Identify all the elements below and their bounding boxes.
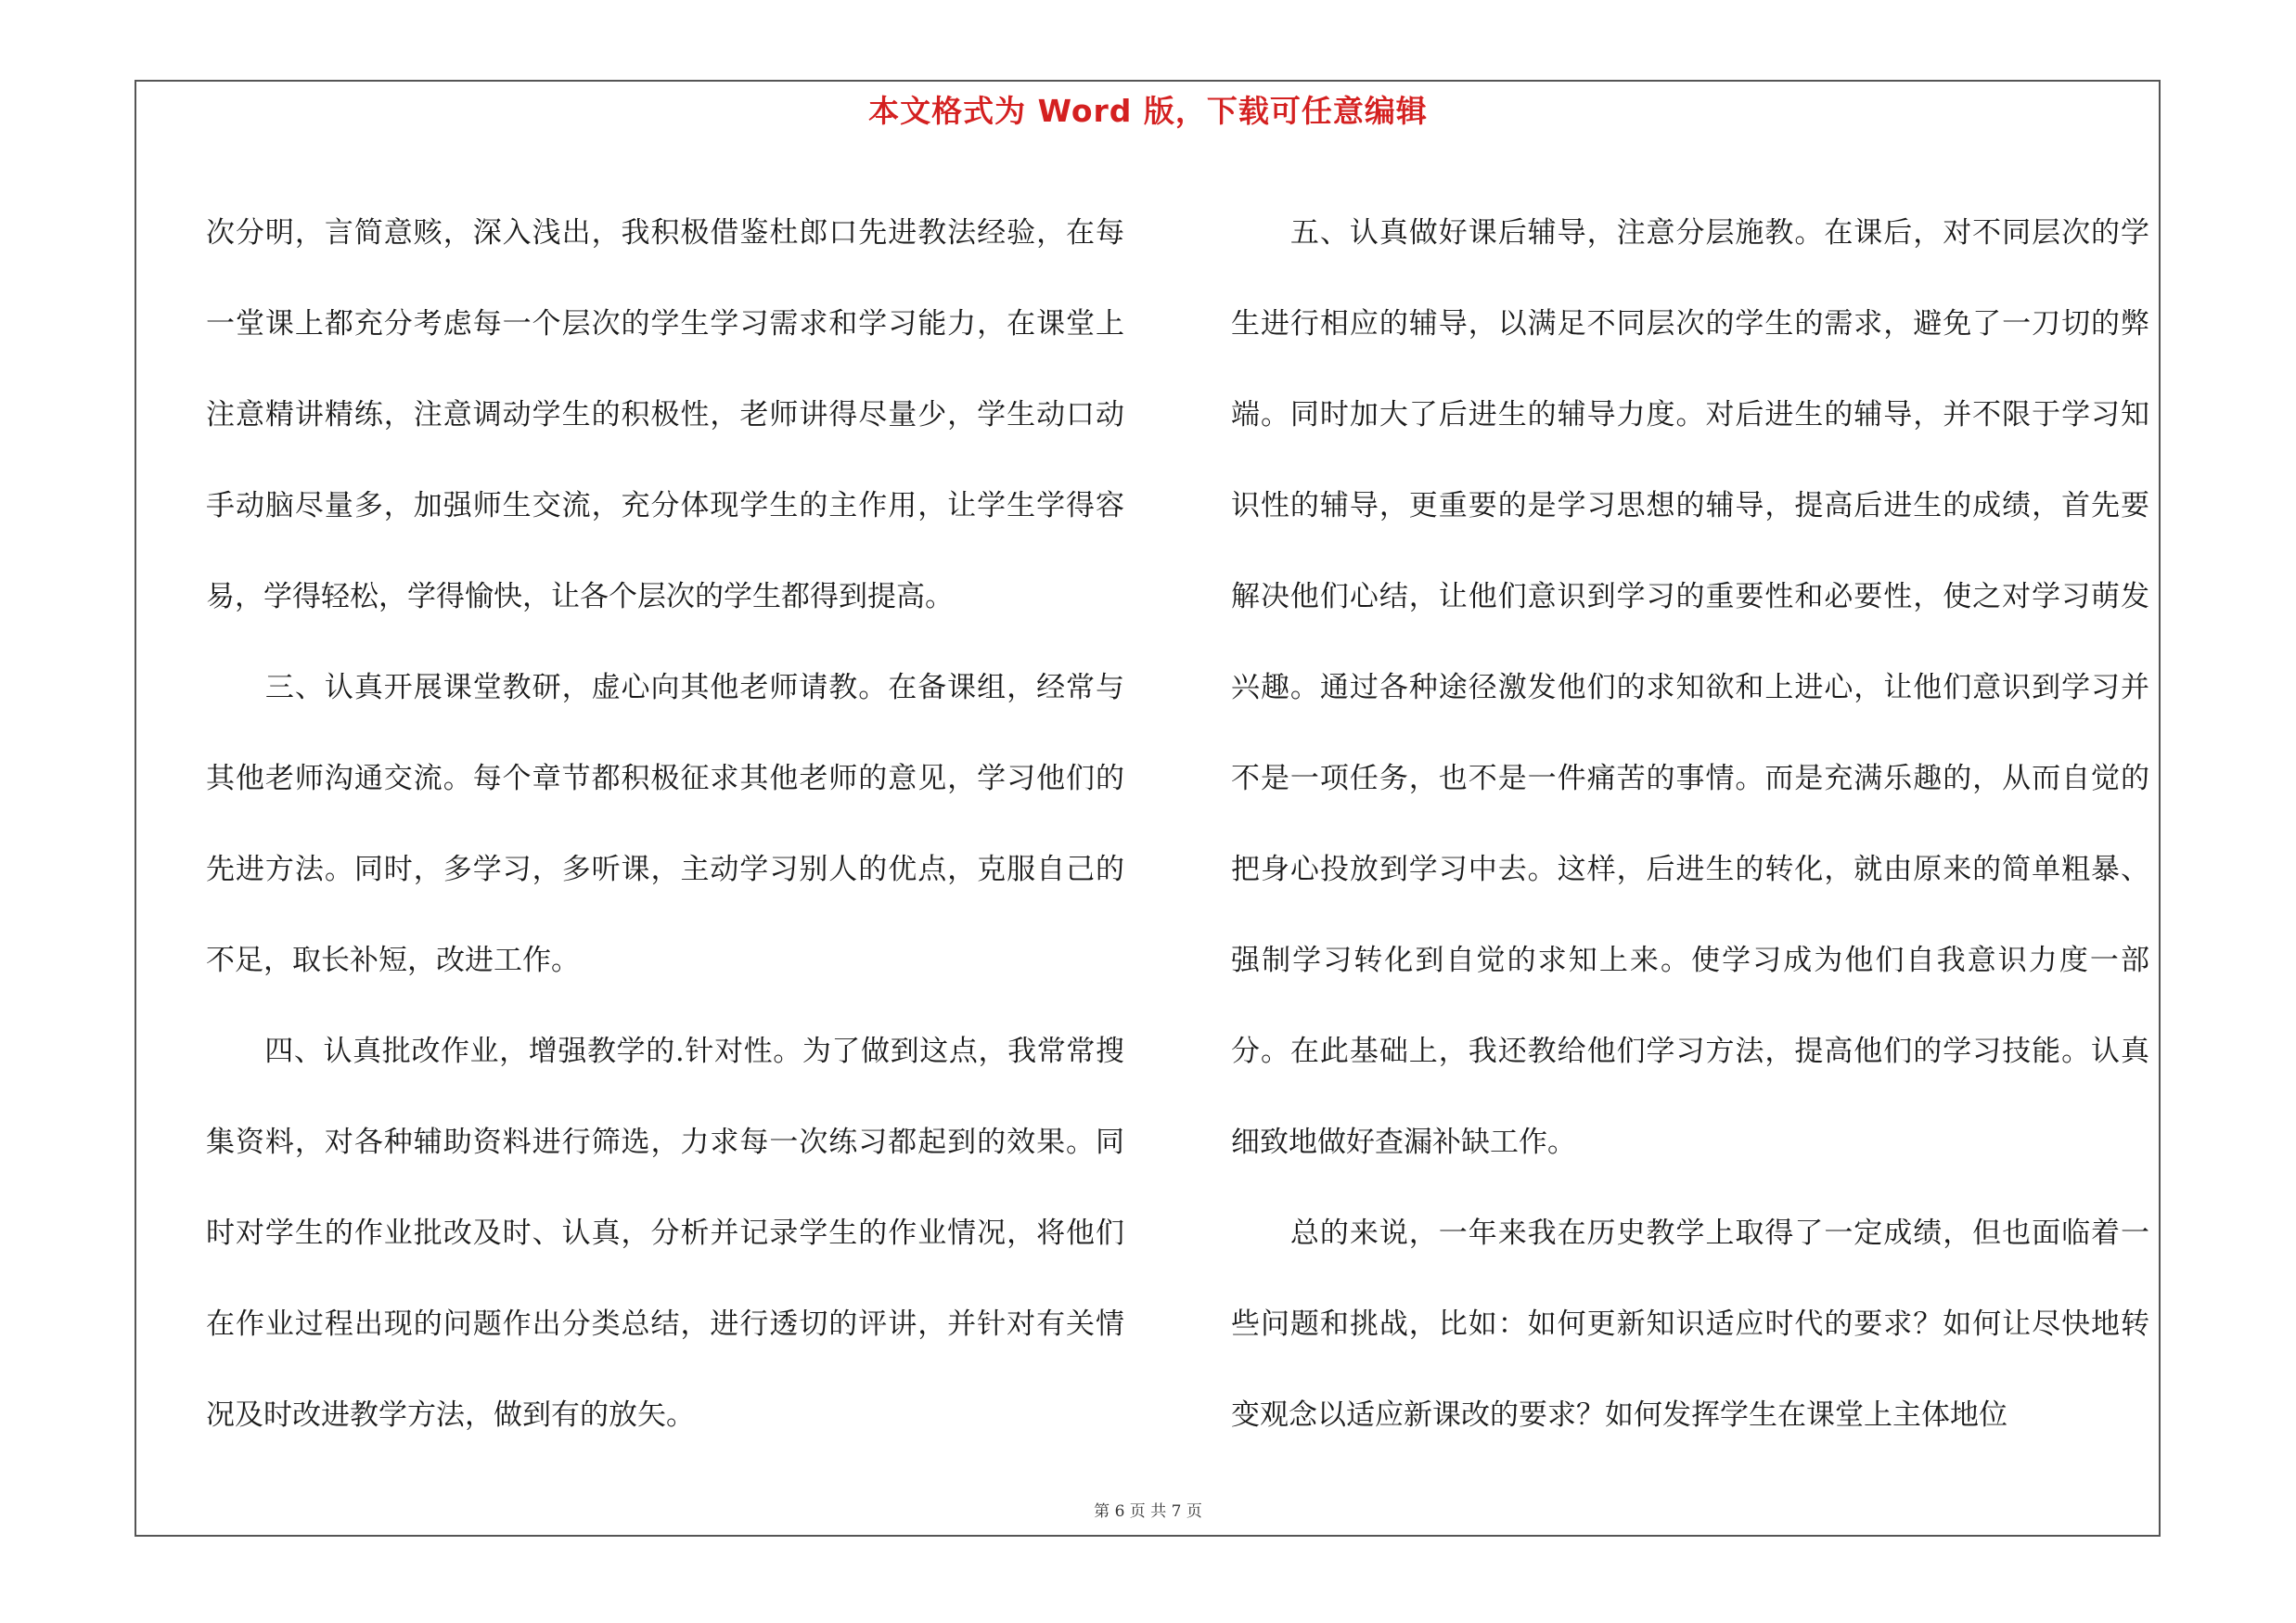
paragraph: 四、认真批改作业，增强教学的.针对性。为了做到这点，我常常搜集资料，对各种辅助资料进行筛选，力求每一次练习都起到的效果。同时对学生的作业批改及时、认真，分析并记录学生的作业情况，将他们在作业过程出现的问题作出分类总结，进行透切的评讲，并针对有关情况及时改进教学方法，做到有的放矢。 (206, 1035, 1124, 1432)
right-column (1231, 187, 2149, 1461)
paragraph: 总的来说，一年来我在历史教学上取得了一定成绩，但也面临着一些问题和挑战，比如：如何更新知识适应时代的要求？如何让尽快地转变观念以适应新课改的要求？如何发挥学生在课堂上主体地位 (1231, 1217, 2149, 1432)
paragraph: 五、认真做好课后辅导，注意分层施教。在课后，对不同层次的学生进行相应的辅导，以满足不同层次的学生的需求，避免了一刀切的弊端。同时加大了后进生的辅导力度。对后进生的辅导，并不限于学习知识性的辅导，更重要的是学习思想的辅导，提高后进生的成绩，首先要解决他们心结，让他们意识到学习的重要性和必要性，使之对学习萌发兴趣。通过各种途径激发他们的求知欲和上进心，让他们意识到学习并不是一项任务，也不是一件痛苦的事情。而是充满乐趣的，从而自觉的把身心投放到学习中去。这样，后进生的转化，就由原来的简单粗暴、强制学习转化到自觉的求知上来。使学习成为他们自我意识力度一部分。在此基础上，我还教给他们学习方法，提高他们的学习技能。认真细致地做好查漏补缺工作。 (1231, 216, 2149, 1159)
format-banner (0, 87, 2296, 131)
paragraph: 次分明，言简意赅，深入浅出，我积极借鉴杜郎口先进教法经验，在每一堂课上都充分考虑每一个层次的学生学习需求和学习能力，在课堂上注意精讲精练，注意调动学生的积极性，老师讲得尽量少，学生动口动手动脑尽量多，加强师生交流，充分体现学生的主作用，让学生学得容易，学得轻松，学得愉快，让各个层次的学生都得到提高。 (206, 216, 1124, 613)
paragraph: 三、认真开展课堂教研，虚心向其他老师请教。在备课组，经常与其他老师沟通交流。每个章节都积极征求其他老师的意见，学习他们的先进方法。同时，多学习，多听课，主动学习别人的优点，克服自己的不足，取长补短，改进工作。 (206, 671, 1124, 977)
banner-text: 本文格式为 Word 版，下载可任意编辑 (868, 93, 1428, 129)
page-number: 第 6 页 共 7 页 (1094, 1502, 1202, 1521)
left-column (206, 187, 1124, 1461)
